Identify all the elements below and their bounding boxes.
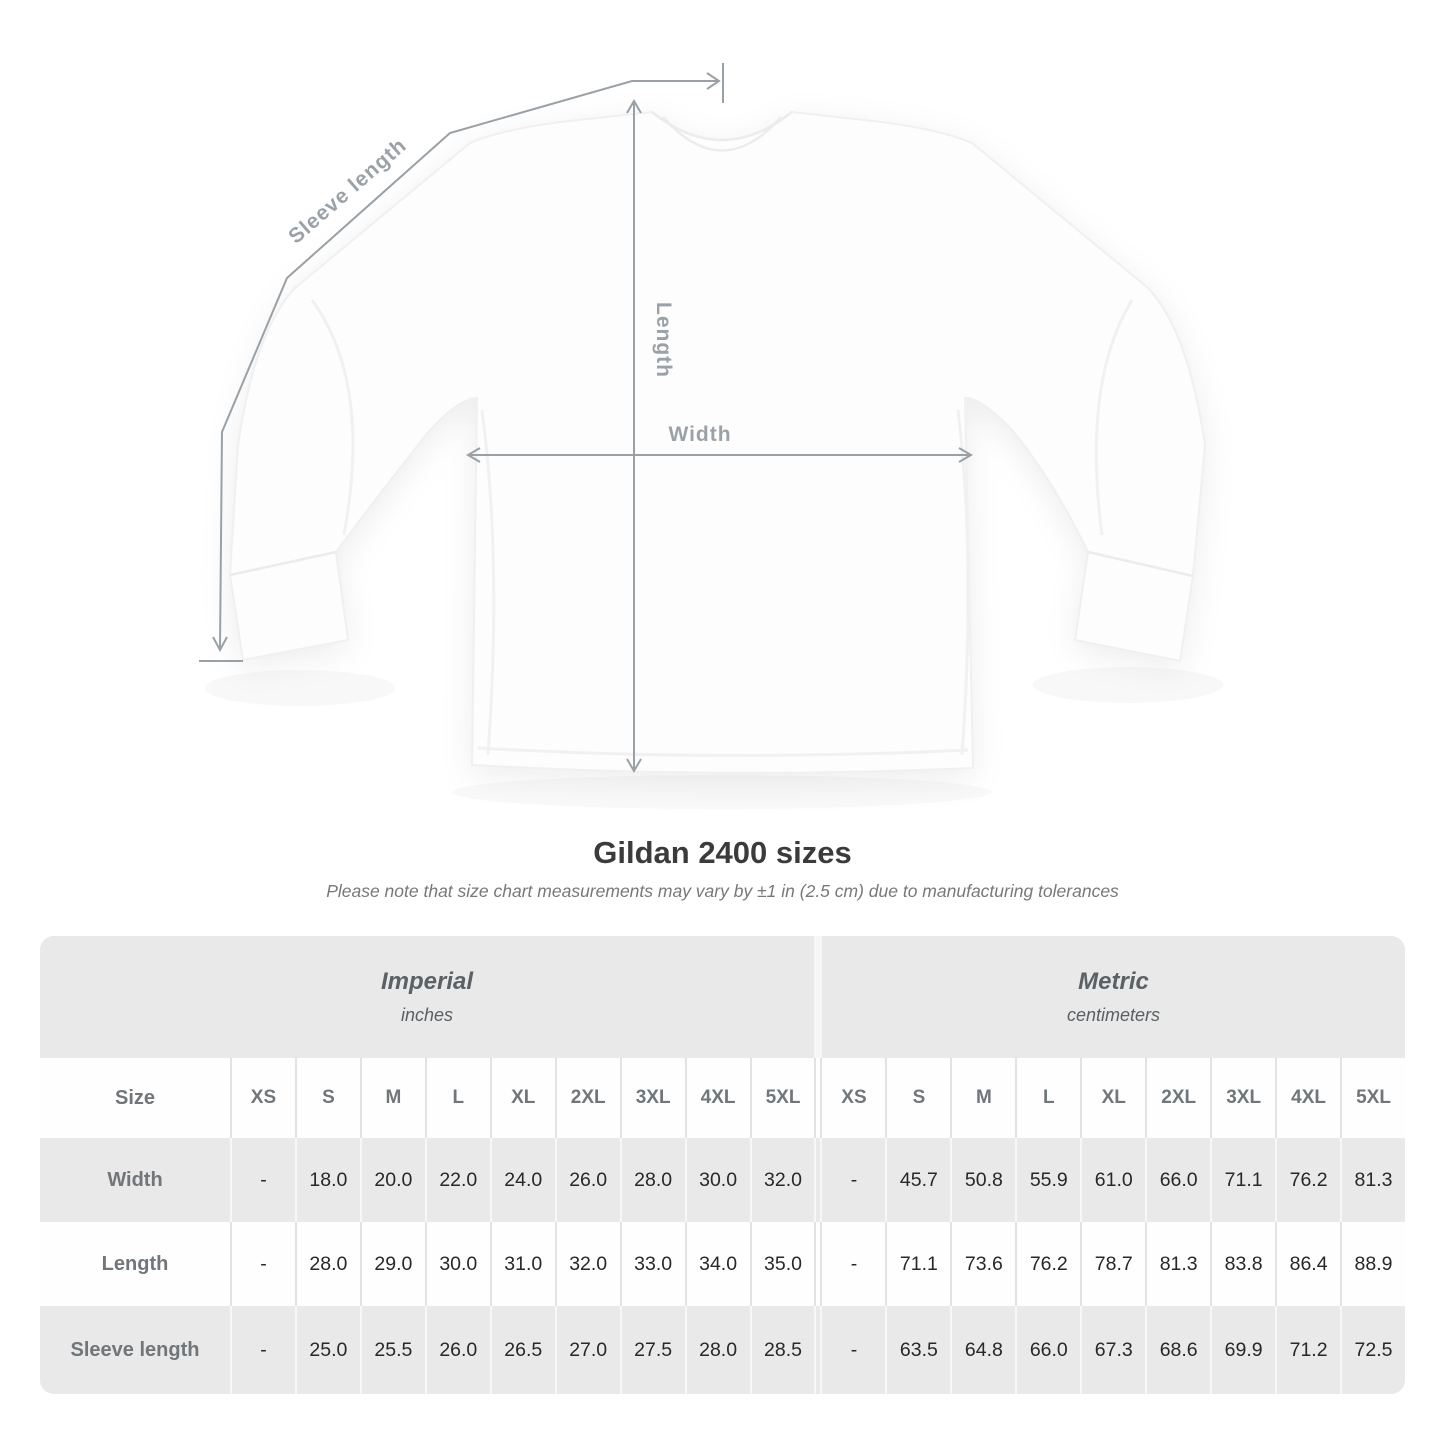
value-imperial: 32.0 [750, 1138, 815, 1222]
value-imperial: 35.0 [750, 1222, 815, 1306]
value-metric: 81.3 [1340, 1138, 1405, 1222]
value-metric: 64.8 [950, 1306, 1015, 1394]
size-header-metric-3xl: 3XL [1210, 1058, 1275, 1138]
value-imperial: - [230, 1138, 295, 1222]
value-metric: 66.0 [1145, 1138, 1210, 1222]
size-header-metric-m: M [950, 1058, 1015, 1138]
unit-group-header-row [40, 936, 1405, 1058]
size-header-metric-5xl: 5XL [1340, 1058, 1405, 1138]
value-imperial: 25.0 [295, 1306, 360, 1394]
size-header-metric-2xl: 2XL [1145, 1058, 1210, 1138]
value-metric: 73.6 [950, 1222, 1015, 1306]
value-metric: 72.5 [1340, 1306, 1405, 1394]
value-metric: 71.2 [1275, 1306, 1340, 1394]
value-metric: 69.9 [1210, 1306, 1275, 1394]
value-metric: 66.0 [1015, 1306, 1080, 1394]
value-imperial: 28.5 [750, 1306, 815, 1394]
size-header-row [40, 1058, 1405, 1138]
size-header-imperial-xs: XS [230, 1058, 295, 1138]
value-metric: - [820, 1222, 885, 1306]
size-header-imperial-3xl: 3XL [620, 1058, 685, 1138]
value-metric: 50.8 [950, 1138, 1015, 1222]
row-label: Length [101, 1252, 169, 1275]
size-header-imperial-2xl: 2XL [555, 1058, 620, 1138]
value-metric: - [820, 1138, 885, 1222]
value-metric: 71.1 [885, 1222, 950, 1306]
value-imperial: 34.0 [685, 1222, 750, 1306]
title-block [0, 834, 1445, 903]
size-header-metric-4xl: 4XL [1275, 1058, 1340, 1138]
value-metric: 71.1 [1210, 1138, 1275, 1222]
value-imperial: 18.0 [295, 1138, 360, 1222]
value-metric: 55.9 [1015, 1138, 1080, 1222]
value-imperial: 26.0 [555, 1138, 620, 1222]
width-label: Width [668, 423, 732, 446]
size-header-metric-l: L [1015, 1058, 1080, 1138]
value-metric: 45.7 [885, 1138, 950, 1222]
value-metric: 63.5 [885, 1306, 950, 1394]
value-imperial: 22.0 [425, 1138, 490, 1222]
size-header-imperial-5xl: 5XL [750, 1058, 815, 1138]
row-label: Width [107, 1168, 163, 1191]
table-row-sleeve-length [40, 1306, 1405, 1394]
size-header-metric-s: S [885, 1058, 950, 1138]
value-imperial: 30.0 [685, 1138, 750, 1222]
size-header-metric-xs: XS [820, 1058, 885, 1138]
sleeve-length-label: Sleeve length [284, 133, 412, 249]
value-imperial: - [230, 1222, 295, 1306]
size-column-header: Size [114, 1086, 156, 1109]
value-metric: 83.8 [1210, 1222, 1275, 1306]
value-imperial: 30.0 [425, 1222, 490, 1306]
value-imperial: 32.0 [555, 1222, 620, 1306]
value-metric: 88.9 [1340, 1222, 1405, 1306]
value-metric: 68.6 [1145, 1306, 1210, 1394]
value-imperial: 27.0 [555, 1306, 620, 1394]
value-metric: 81.3 [1145, 1222, 1210, 1306]
size-header-imperial-m: M [360, 1058, 425, 1138]
value-metric: 76.2 [1015, 1222, 1080, 1306]
value-imperial: 25.5 [360, 1306, 425, 1394]
value-imperial: 29.0 [360, 1222, 425, 1306]
value-metric: 76.2 [1275, 1138, 1340, 1222]
metric-label: Metric [1078, 968, 1149, 995]
value-metric: 67.3 [1080, 1306, 1145, 1394]
length-label: Length [652, 302, 675, 378]
size-header-imperial-s: S [295, 1058, 360, 1138]
value-imperial: 27.5 [620, 1306, 685, 1394]
table-row-length [40, 1222, 1405, 1306]
value-imperial: 28.0 [620, 1138, 685, 1222]
centimeters-label: centimeters [1066, 1005, 1161, 1025]
value-metric: 61.0 [1080, 1138, 1145, 1222]
size-header-imperial-4xl: 4XL [685, 1058, 750, 1138]
size-header-imperial-xl: XL [490, 1058, 555, 1138]
size-header-metric-xl: XL [1080, 1058, 1145, 1138]
value-imperial: 31.0 [490, 1222, 555, 1306]
size-header-imperial-l: L [425, 1058, 490, 1138]
page-subtitle: Please note that size chart measurements may vary by ±1 in (2.5 cm) due to manufacturing tolerances [326, 881, 1119, 901]
value-imperial: 20.0 [360, 1138, 425, 1222]
table-row-width [40, 1138, 1405, 1222]
size-table-body [40, 1138, 1405, 1394]
value-imperial: 28.0 [295, 1222, 360, 1306]
value-imperial: 28.0 [685, 1306, 750, 1394]
value-imperial: 24.0 [490, 1138, 555, 1222]
page-title: Gildan 2400 sizes [593, 835, 852, 870]
inches-label: inches [400, 1005, 454, 1025]
value-metric: - [820, 1306, 885, 1394]
size-chart-table [40, 936, 1405, 1394]
value-imperial: 26.5 [490, 1306, 555, 1394]
value-metric: 78.7 [1080, 1222, 1145, 1306]
value-imperial: 26.0 [425, 1306, 490, 1394]
imperial-label: Imperial [380, 968, 474, 995]
metric-group-header [820, 936, 1405, 1058]
imperial-group-header [40, 936, 814, 1058]
value-imperial: - [230, 1306, 295, 1394]
value-imperial: 33.0 [620, 1222, 685, 1306]
row-label: Sleeve length [70, 1338, 200, 1361]
value-metric: 86.4 [1275, 1222, 1340, 1306]
